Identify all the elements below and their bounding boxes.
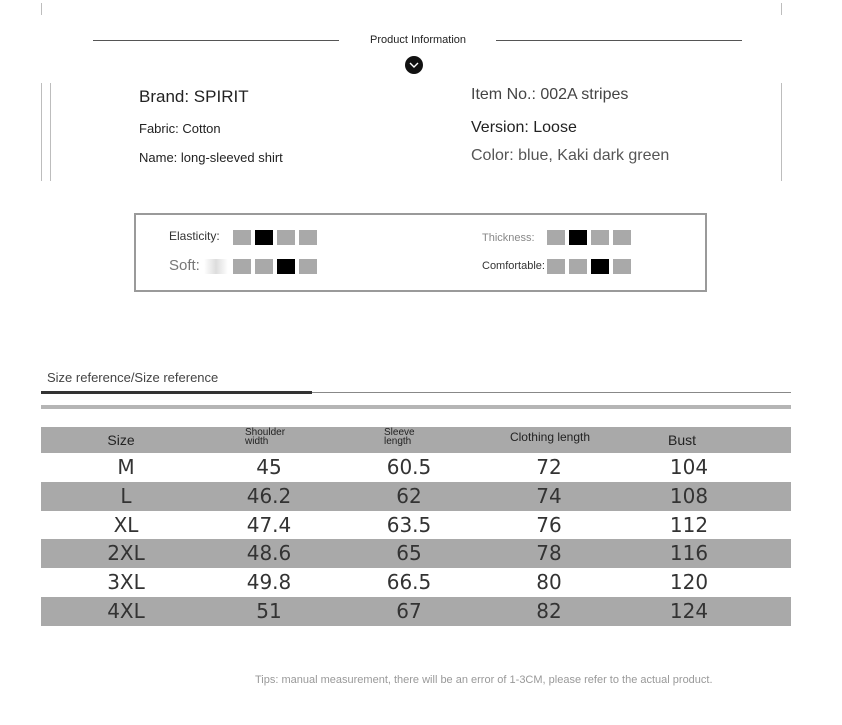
table-row [41, 482, 791, 511]
rating-square [613, 259, 631, 274]
table-cell: 65 [396, 541, 422, 566]
ratings-box [134, 213, 707, 292]
chevron-down-icon [405, 56, 423, 74]
table-cell: 104 [669, 455, 709, 479]
rating-square [255, 259, 273, 274]
table-cell: L [120, 483, 132, 508]
header-line-left [93, 40, 339, 41]
rating-square [547, 230, 565, 245]
rating-square [547, 259, 565, 274]
rating-square-active [255, 230, 273, 245]
left-border-mid [41, 83, 42, 181]
elasticity-label: Elasticity: [169, 229, 220, 243]
table-cell: 62 [396, 483, 422, 508]
table-row [41, 568, 791, 597]
fabric-text: Fabric: Cotton [139, 121, 221, 136]
soft-label: Soft: [169, 257, 200, 274]
rating-square [233, 259, 251, 274]
header-line-right [496, 40, 742, 41]
table-cell: 76 [536, 512, 562, 537]
comfortable-rating [547, 259, 631, 274]
table-row [41, 597, 791, 626]
col-sleeve-length [384, 428, 444, 454]
col-shoulder-width [245, 428, 305, 454]
table-cell: 46.2 [246, 483, 292, 508]
section-divider [312, 392, 791, 393]
table-cell: 49.8 [246, 570, 292, 595]
rating-square [299, 259, 317, 274]
size-table [41, 427, 791, 626]
table-cell: 72 [536, 455, 562, 479]
table-cell: 2XL [107, 541, 145, 566]
table-cell: 74 [536, 483, 562, 508]
thickness-label: Thickness: [482, 232, 535, 244]
table-cell: 45 [256, 455, 282, 479]
table-row [41, 453, 791, 482]
tips-note: Tips: manual measurement, there will be an error of 1-3CM, please refer to the actual product. [255, 674, 713, 686]
elasticity-rating [233, 230, 317, 245]
rating-square-active [277, 259, 295, 274]
col-clothing-length: Clothing length [509, 430, 591, 444]
col-bust: Bust [667, 432, 696, 448]
table-cell: 63.5 [386, 512, 432, 537]
section-band [41, 405, 791, 409]
rating-square [569, 259, 587, 274]
col-size: Size [107, 432, 135, 448]
col-sleeve-length-label: Sleeve length [384, 427, 415, 447]
version-text: Version: Loose [471, 119, 577, 136]
table-cell: 66.5 [386, 570, 432, 595]
table-cell: 120 [669, 570, 709, 595]
table-cell: 124 [669, 598, 709, 623]
rating-square-active [569, 230, 587, 245]
table-cell: 3XL [107, 570, 145, 595]
rating-square [233, 230, 251, 245]
table-cell: 47.4 [246, 512, 292, 537]
right-border-top [781, 3, 782, 15]
soft-rating [233, 259, 317, 274]
comfortable-label: Comfortable: [482, 260, 545, 272]
table-cell: 82 [536, 598, 562, 623]
size-section-title: Size reference/Size reference [47, 370, 219, 385]
thickness-rating [547, 230, 631, 245]
right-border-mid [781, 83, 782, 181]
table-cell: 116 [669, 541, 709, 566]
table-body [41, 453, 791, 626]
table-cell: 80 [536, 570, 562, 595]
rating-square [299, 230, 317, 245]
rating-square-active [591, 259, 609, 274]
left-border-top [41, 3, 42, 15]
table-cell: 78 [536, 541, 562, 566]
name-text: Name: long-sleeved shirt [139, 150, 283, 165]
table-cell: 4XL [107, 598, 145, 623]
rating-square [613, 230, 631, 245]
table-cell: 51 [256, 598, 282, 623]
blur-mark [204, 259, 228, 274]
header-title: Product Information [370, 34, 466, 46]
brand-text: Brand: SPIRIT [139, 87, 249, 106]
table-row [41, 539, 791, 568]
table-cell: 112 [669, 512, 709, 537]
table-row [41, 511, 791, 540]
color-text: Color: blue, Kaki dark green [471, 147, 670, 164]
table-cell: M [117, 455, 135, 479]
rating-square [277, 230, 295, 245]
table-cell: 48.6 [246, 541, 292, 566]
left-border-mid-inner [50, 83, 51, 181]
rating-square [591, 230, 609, 245]
table-header [41, 427, 791, 453]
col-shoulder-width-label: Shoulder width [245, 427, 286, 447]
table-cell: 67 [396, 598, 422, 623]
table-cell: XL [113, 512, 139, 537]
section-underline [41, 391, 312, 394]
table-cell: 108 [669, 483, 709, 508]
item-no-text: Item No.: 002A stripes [471, 86, 629, 103]
table-cell: 60.5 [386, 455, 432, 479]
